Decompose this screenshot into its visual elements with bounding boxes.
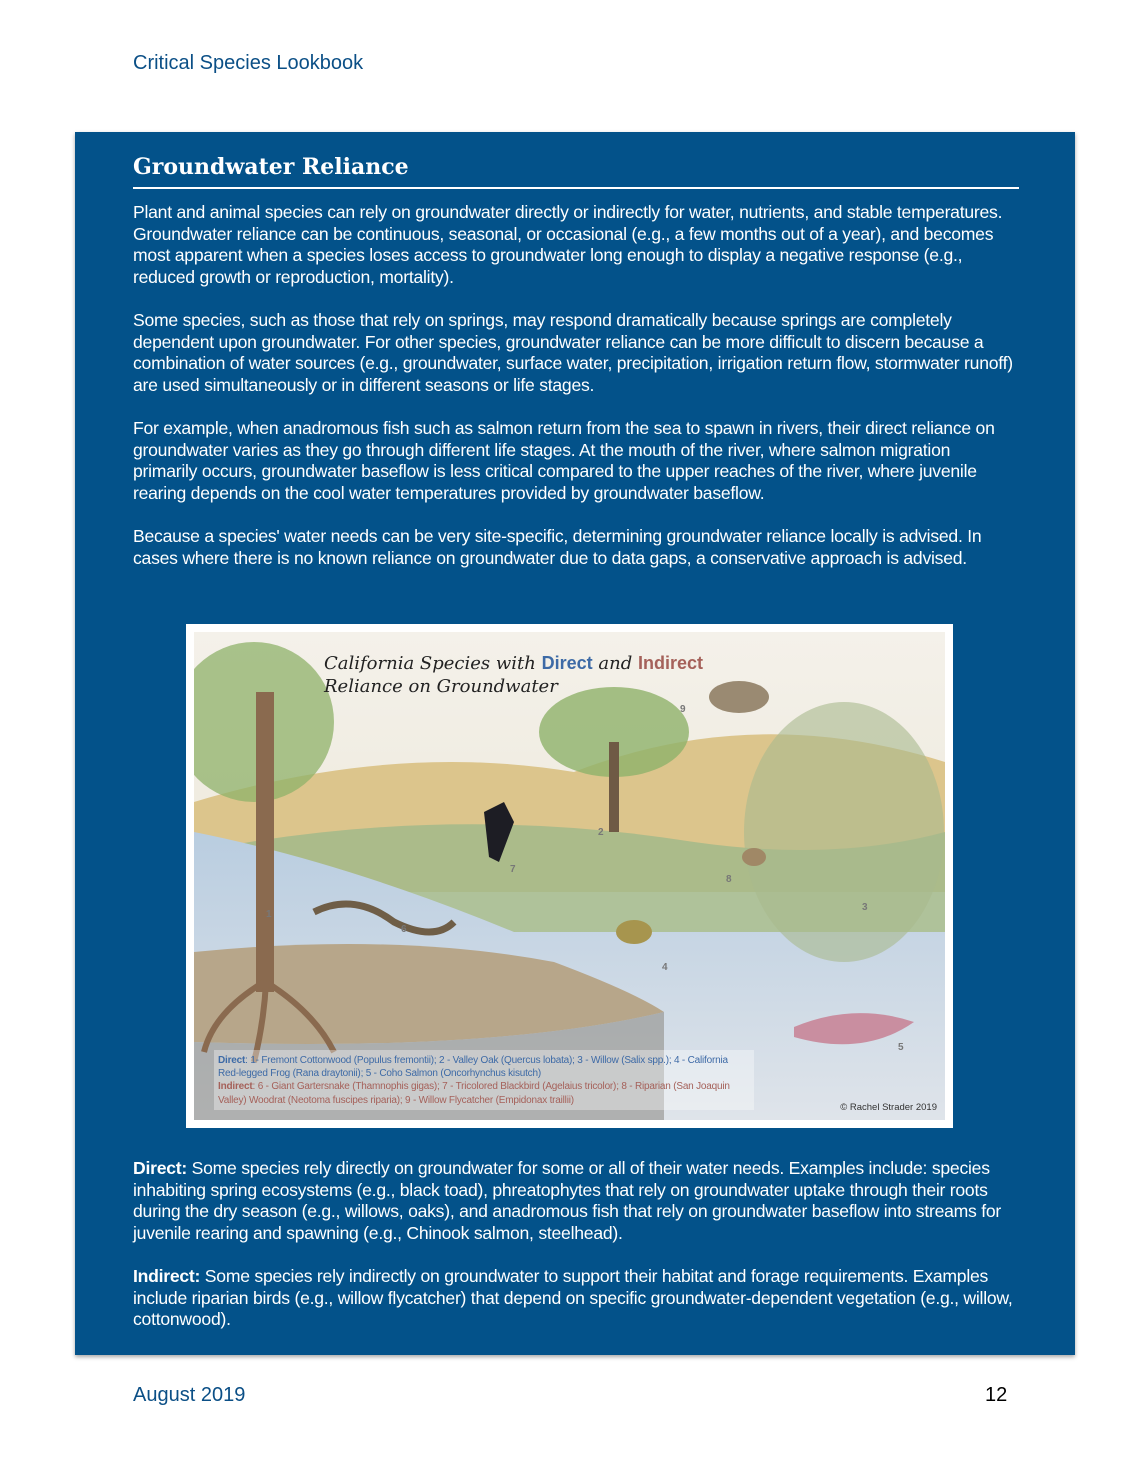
title-text: California Species with xyxy=(324,653,536,674)
species-number: 2 xyxy=(598,827,604,838)
illustration-artwork xyxy=(194,632,945,1120)
species-number: 5 xyxy=(898,1042,904,1053)
title-indirect: Indirect xyxy=(637,653,703,673)
species-number: 7 xyxy=(510,864,516,875)
caption-direct-label: Direct xyxy=(218,1055,246,1066)
page-number: 12 xyxy=(985,1384,1008,1406)
definition-label: Indirect: xyxy=(133,1265,201,1286)
groundwater-reliance-panel xyxy=(75,132,1075,1355)
title-text: and xyxy=(598,653,633,674)
woodrat xyxy=(742,848,766,866)
species-number: 6 xyxy=(401,924,407,935)
paragraph: Because a species' water needs can be very site-specific, determining groundwater reliance locally is advised. In cases where there is no known reliance on groundwater due to data gaps, a conservative approach is advised. xyxy=(133,525,982,568)
definition-indirect xyxy=(133,1266,1013,1331)
definitions xyxy=(133,1158,1013,1352)
title-divider xyxy=(133,187,1019,189)
paragraph: For example, when anadromous fish such as salmon return from the sea to spawn in rivers, their direct reliance on groundwater varies as they go through different life stages. At the mouth of the river, where salmon migration primarily occurs, groundwater baseflow is less critical compared to the upper reaches of the river, where juvenile rearing depends on the cool water temperatures provided by groundwater baseflow. xyxy=(133,417,995,503)
document-header: Critical Species Lookbook xyxy=(133,52,364,74)
flycatcher xyxy=(709,681,769,713)
footer-date: August 2019 xyxy=(133,1384,246,1406)
species-number: 8 xyxy=(726,874,732,885)
willow xyxy=(744,702,944,962)
artist-credit: © Rachel Strader 2019 xyxy=(840,1102,937,1113)
species-number: 4 xyxy=(662,962,668,973)
definition-direct xyxy=(133,1158,1013,1244)
definition-text: Some species rely indirectly on groundwater to support their habitat and forage requirements. Examples include riparian birds (e.g., willow flycatcher) that depend on specific groundwater-dependent vegetation (e.g., willow, cottonwood). xyxy=(133,1265,1013,1330)
caption-indirect-text: : 6 - Giant Gartersnake (Thamnophis gigas); 7 - Tricolored Blackbird (Agelaius tricolor); 8 - Riparian (San Joaquin Valley) Woodrat (Neotoma fuscipes riparia); 9 - Willow Flycatcher (Empidonax traillii) xyxy=(218,1081,730,1106)
section-title: Groundwater Reliance xyxy=(133,154,409,180)
species-illustration xyxy=(186,624,953,1128)
illustration-title xyxy=(324,652,703,698)
frog xyxy=(616,920,652,944)
species-number: 9 xyxy=(680,704,686,715)
caption-indirect-label: Indirect xyxy=(218,1081,253,1093)
definition-text: Some species rely directly on groundwater for some or all of their water needs. Examples include: species inhabiting spring ecosystems (e.g., black toad), phreatophytes that rely on groundwater uptake through their roots during the dry season (e.g., willows, oaks), and anadromous fish that rely on groundwater baseflow into streams for juvenile rearing and spawning (e.g., Chinook salmon, steelhead). xyxy=(133,1158,1002,1243)
species-number: 3 xyxy=(862,902,868,913)
definition-label: Direct: xyxy=(133,1158,187,1178)
caption-direct-text: : 1- Fremont Cottonwood (Populus fremontii); 2 - Valley Oak (Quercus lobata); 3 - Willow (Salix spp.); 4 - California Red-legged Frog (Rana draytonii); 5 - Coho Salmon (Oncorhynchus kisutch) xyxy=(218,1055,728,1080)
title-text: Reliance on Groundwater xyxy=(324,676,558,697)
paragraph: Some species, such as those that rely on springs, may respond dramatically because springs are completely dependent upon groundwater. For other species, groundwater reliance can be more difficult to discern because a combination of water sources (e.g., groundwater, surface water, precipitation, irrigation return flow, stormwater runoff) are used simultaneously or in different seasons or life stages. xyxy=(133,309,1013,395)
cottonwood-trunk xyxy=(256,692,274,992)
species-number: 1 xyxy=(266,909,272,920)
paragraph: Plant and animal species can rely on groundwater directly or indirectly for water, nutrients, and stable temperatures. Groundwater reliance can be continuous, seasonal, or occasional (e.g., a few months out of a year), and becomes most apparent when a species loses access to groundwater long enough to display a negative response (e.g., reduced growth or reproduction, mortality). xyxy=(133,202,1003,287)
section-body xyxy=(133,202,1013,591)
illustration-caption xyxy=(218,1054,748,1107)
title-direct: Direct xyxy=(541,653,593,673)
